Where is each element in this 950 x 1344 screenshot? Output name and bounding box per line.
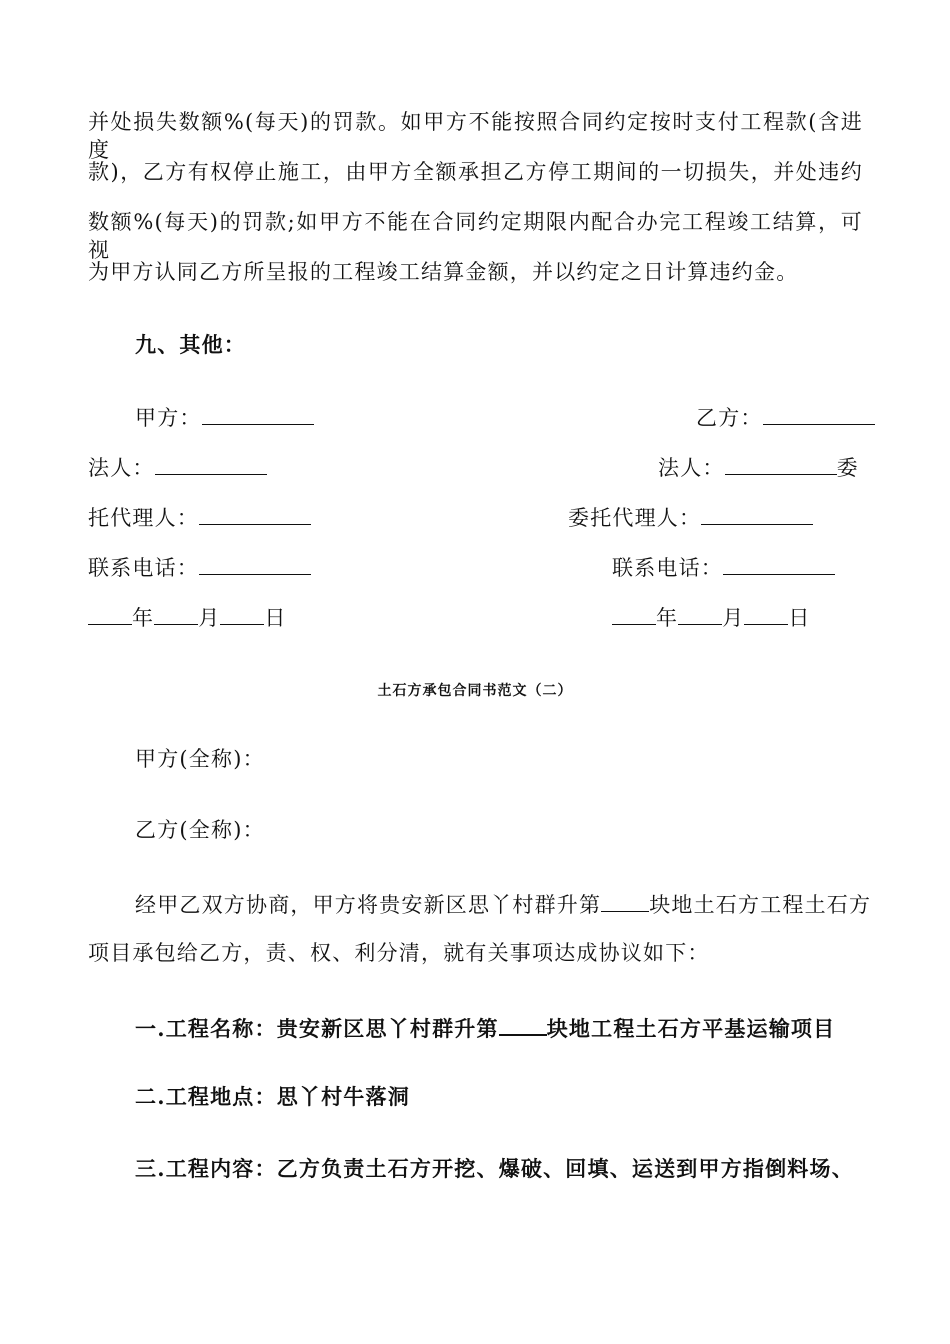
intro-text-pre: 经甲乙双方协商，甲方将贵安新区思丫村群升第: [135, 893, 602, 917]
year-blank: [612, 602, 656, 625]
signature-row-legal: [88, 452, 863, 480]
year-label: 年: [132, 606, 155, 630]
date-b: [612, 602, 811, 632]
party-b-blank: [763, 402, 875, 425]
document-title: 土石方承包合同书范文（二）: [377, 683, 573, 699]
month-blank: [678, 602, 722, 625]
intro-line: 项目承包给乙方，责、权、利分清，就有关事项达成协议如下：: [88, 941, 710, 965]
party-a-label: 甲方：: [135, 406, 202, 430]
legal-a-blank: [155, 452, 267, 475]
item-project-name: [135, 1012, 863, 1043]
day-label: 日: [264, 606, 287, 630]
section-heading: 九、其他：: [135, 332, 246, 357]
signature-row-party: [88, 402, 863, 430]
legal-b-label: 法人：: [658, 456, 725, 480]
signature-row-date: [88, 602, 863, 630]
year-blank: [88, 602, 132, 625]
month-label: 月: [722, 606, 745, 630]
item-project-location: 二.工程地点：思丫村牛落洞: [135, 1084, 410, 1109]
paragraph-line: 并处损失数额%(每天)的罚款。如甲方不能按照合同约定按时支付工程款(含进度: [88, 110, 863, 162]
month-blank: [154, 602, 198, 625]
party-b-fullname: 乙方(全称)：: [135, 818, 265, 842]
paragraph-line: 款)，乙方有权停止施工，由甲方全额承担乙方停工期间的一切损失，并处违约: [88, 160, 863, 184]
item-project-content: 三.工程内容：乙方负责土石方开挖、爆破、回填、运送到甲方指倒料场、: [135, 1156, 854, 1181]
plot-number-blank: [499, 1012, 547, 1036]
agent-b-blank: [701, 502, 813, 525]
agent-a-label: 托代理人：: [88, 506, 199, 530]
month-label: 月: [198, 606, 221, 630]
legal-a-label: 法人：: [88, 456, 155, 480]
paragraph-line: 数额%(每天)的罚款;如甲方不能在合同约定期限内配合办完工程竣工结算，可视: [88, 210, 863, 262]
phone-a-label: 联系电话：: [88, 556, 199, 580]
party-a-fullname: 甲方(全称)：: [135, 747, 265, 771]
paragraph-line: 为甲方认同乙方所呈报的工程竣工结算金额，并以约定之日计算违约金。: [88, 260, 799, 284]
phone-a-blank: [199, 552, 311, 575]
intro-text-post: 块地土石方工程土石方: [649, 893, 872, 917]
agent-b-label: 委托代理人：: [568, 506, 702, 530]
party-b-label: 乙方：: [696, 406, 763, 430]
item1-text-post: 块地工程土石方平基运输项目: [546, 1016, 836, 1041]
intro-line: [135, 889, 872, 919]
legal-b-blank: [725, 452, 837, 475]
date-a: [88, 602, 287, 632]
year-label: 年: [656, 606, 679, 630]
legal-b-trailing: 委: [836, 456, 859, 480]
agent-a-blank: [199, 502, 311, 525]
signature-row-agent: [88, 502, 863, 530]
party-a-blank: [202, 402, 314, 425]
plot-number-blank: [601, 889, 649, 912]
phone-b-blank: [723, 552, 835, 575]
item1-text-pre: 一.工程名称：贵安新区思丫村群升第: [135, 1016, 499, 1041]
day-blank: [744, 602, 788, 625]
day-blank: [220, 602, 264, 625]
phone-b-label: 联系电话：: [612, 556, 723, 580]
signature-row-phone: [88, 552, 863, 580]
day-label: 日: [788, 606, 811, 630]
